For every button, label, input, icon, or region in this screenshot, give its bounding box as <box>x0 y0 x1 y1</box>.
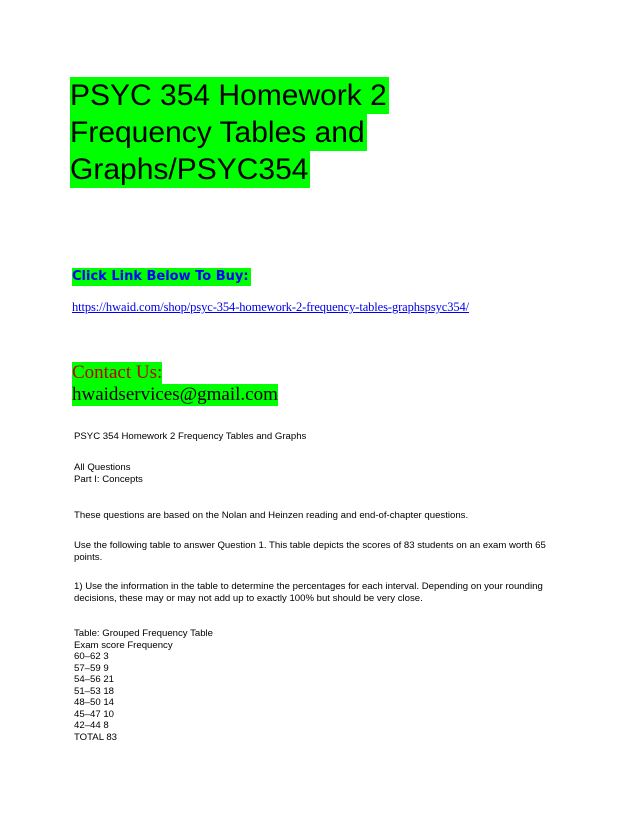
buy-link[interactable]: https://hwaid.com/shop/psyc-354-homework-2-frequency-tables-graphspsyc354/ <box>72 300 470 314</box>
table-header: Exam score Frequency <box>74 639 173 651</box>
instruction-line-2: points. <box>74 551 103 563</box>
title-line-2: Frequency Tables and <box>70 116 365 149</box>
questions-heading <box>74 462 143 485</box>
instruction-line-1: Use the following table to answer Question 1. This table depicts the scores of 83 students on an exam worth 65 <box>74 540 546 551</box>
subject-line: PSYC 354 Homework 2 Frequency Tables and Graphs <box>74 431 307 442</box>
contact-block <box>72 362 278 406</box>
table-caption: Table: Grouped Frequency Table <box>74 628 214 639</box>
table-row: 57–59 9 <box>74 662 109 674</box>
frequency-table <box>74 628 213 743</box>
question-1 <box>74 581 543 604</box>
all-questions-label: All Questions <box>74 462 131 473</box>
table-row: 45–47 10 <box>74 708 115 720</box>
table-total: TOTAL 83 <box>74 731 118 743</box>
table-row: 60–62 3 <box>74 651 109 662</box>
instruction-paragraph <box>74 540 546 563</box>
intro-paragraph: These questions are based on the Nolan and Heinzen reading and end-of-chapter questions. <box>74 510 469 521</box>
question-1-line-2: decisions, these may or may not add up to exactly 100% but should be very close. <box>74 592 423 604</box>
table-row: 54–56 21 <box>74 674 115 685</box>
buy-label: Click Link Below To Buy: <box>72 269 249 284</box>
table-row: 42–44 8 <box>74 720 109 731</box>
title-line-3: Graphs/PSYC354 <box>70 153 309 186</box>
part-label: Part I: Concepts <box>74 473 143 485</box>
contact-email[interactable]: hwaidservices@gmail.com <box>72 384 278 405</box>
title-line-1: PSYC 354 Homework 2 <box>70 79 387 112</box>
question-1-line-1: 1) Use the information in the table to determine the percentages for each interval. Depending on your rounding <box>74 581 543 592</box>
table-row: 51–53 18 <box>74 685 115 697</box>
document-title <box>70 77 389 188</box>
contact-label: Contact Us: <box>72 362 163 383</box>
table-row: 48–50 14 <box>74 697 115 708</box>
